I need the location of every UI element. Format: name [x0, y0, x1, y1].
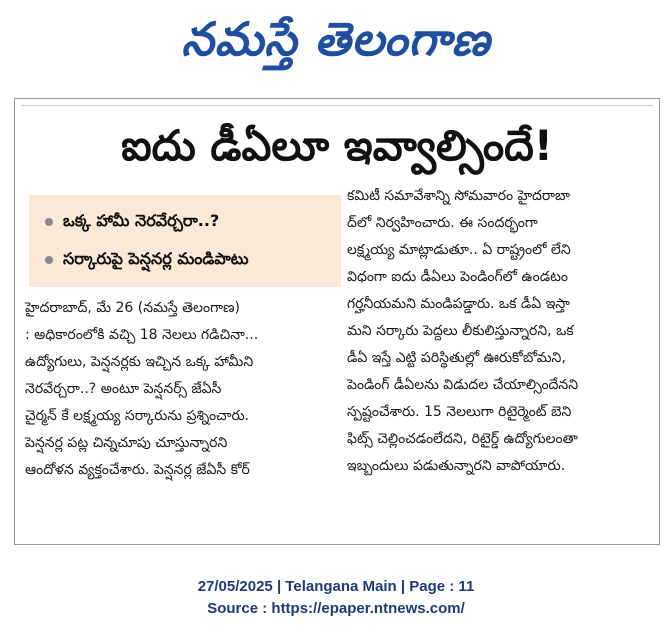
article-line: : అధికారంలోకి వచ్చి 18 నెలలు గడిచినా...: [25, 327, 259, 343]
article-line: ఆందోళన వ్యక్తంచేశారు. పెన్షనర్ల జేఏసీ కోర్: [25, 462, 250, 478]
article-line: కమిటీ సమావేశాన్ని సోమవారం హైదరాబా: [347, 188, 571, 204]
footer-date-page: 27/05/2025 | Telangana Main | Page : 11: [197, 578, 475, 595]
article-line: విధంగా ఐదు డీఏలు పెండింగ్‌లో ఉండటం: [347, 269, 569, 285]
article-right-column: [347, 183, 647, 480]
news-clipping: [14, 98, 660, 545]
article-line: పెన్షనర్ల పట్ల చిన్నచూపు చూస్తున్నారని: [25, 435, 228, 451]
article-line: హైదరాబాద్, మే 26 (నమస్తే తెలంగాణ): [25, 300, 240, 316]
article-line: ఫిట్స్ చెల్లించడంలేదని, రిటైర్డ్ ఉద్యోగులంతా: [347, 431, 578, 447]
article-line: ఇబ్బందులు పడుతున్నారని వాపోయారు.: [347, 458, 566, 474]
article-line: మని సర్కారు పెద్దలు లీకులిస్తున్నారని, ఒక: [347, 323, 574, 339]
article-left-column: [25, 295, 335, 484]
bullet-dot-icon: [45, 256, 53, 264]
article-line: చైర్మన్ కే లక్ష్మయ్య సర్కారును ప్రశ్నించారు.: [25, 408, 250, 424]
article-line: నెరవేర్చరా..? అంటూ పెన్షనర్స్ జేఏసీ: [25, 381, 222, 397]
top-rule: [21, 105, 653, 106]
highlight-item: ఒక్క హామీ నెరవేర్చరా..?: [45, 211, 219, 234]
footer-source[interactable]: Source : https://epaper.ntnews.com/: [207, 600, 465, 617]
article-line: డీఏ ఇస్తే ఎట్టి పరిస్థితుల్లో ఊరుకోబోమని,: [347, 350, 566, 366]
article-line: ద్‌లో నిర్వహించారు. ఈ సందర్భంగా: [347, 215, 538, 231]
article-line: స్పష్టంచేశారు. 15 నెలలుగా రిటైర్మెంట్ బెని: [347, 404, 572, 420]
headline: ఐదు డీఏలూ ఇవ్వాల్సిందే!: [121, 121, 553, 170]
masthead-logo: [0, 0, 672, 90]
article-line: గర్హనీయమని మండిపడ్డారు. ఒక డీఏ ఇస్తా: [347, 296, 570, 312]
bullet-dot-icon: [45, 218, 53, 226]
article-line: ఉద్యోగులు, పెన్షనర్లకు ఇచ్చిన ఒక్క హామీని: [25, 354, 254, 370]
article-line: లక్ష్మయ్య మాట్లాడుతూ.. ఏ రాష్ట్రంలో లేని: [347, 242, 571, 258]
highlight-item: సర్కారుపై పెన్షనర్ల మండిపాటు: [45, 249, 249, 272]
article-line: పెండింగ్ డీఏలను విడుదల చేయాల్సిందేనని: [347, 377, 579, 393]
masthead-title: నమస్తే తెలంగాణ: [181, 12, 491, 66]
highlights-box: [29, 195, 341, 287]
